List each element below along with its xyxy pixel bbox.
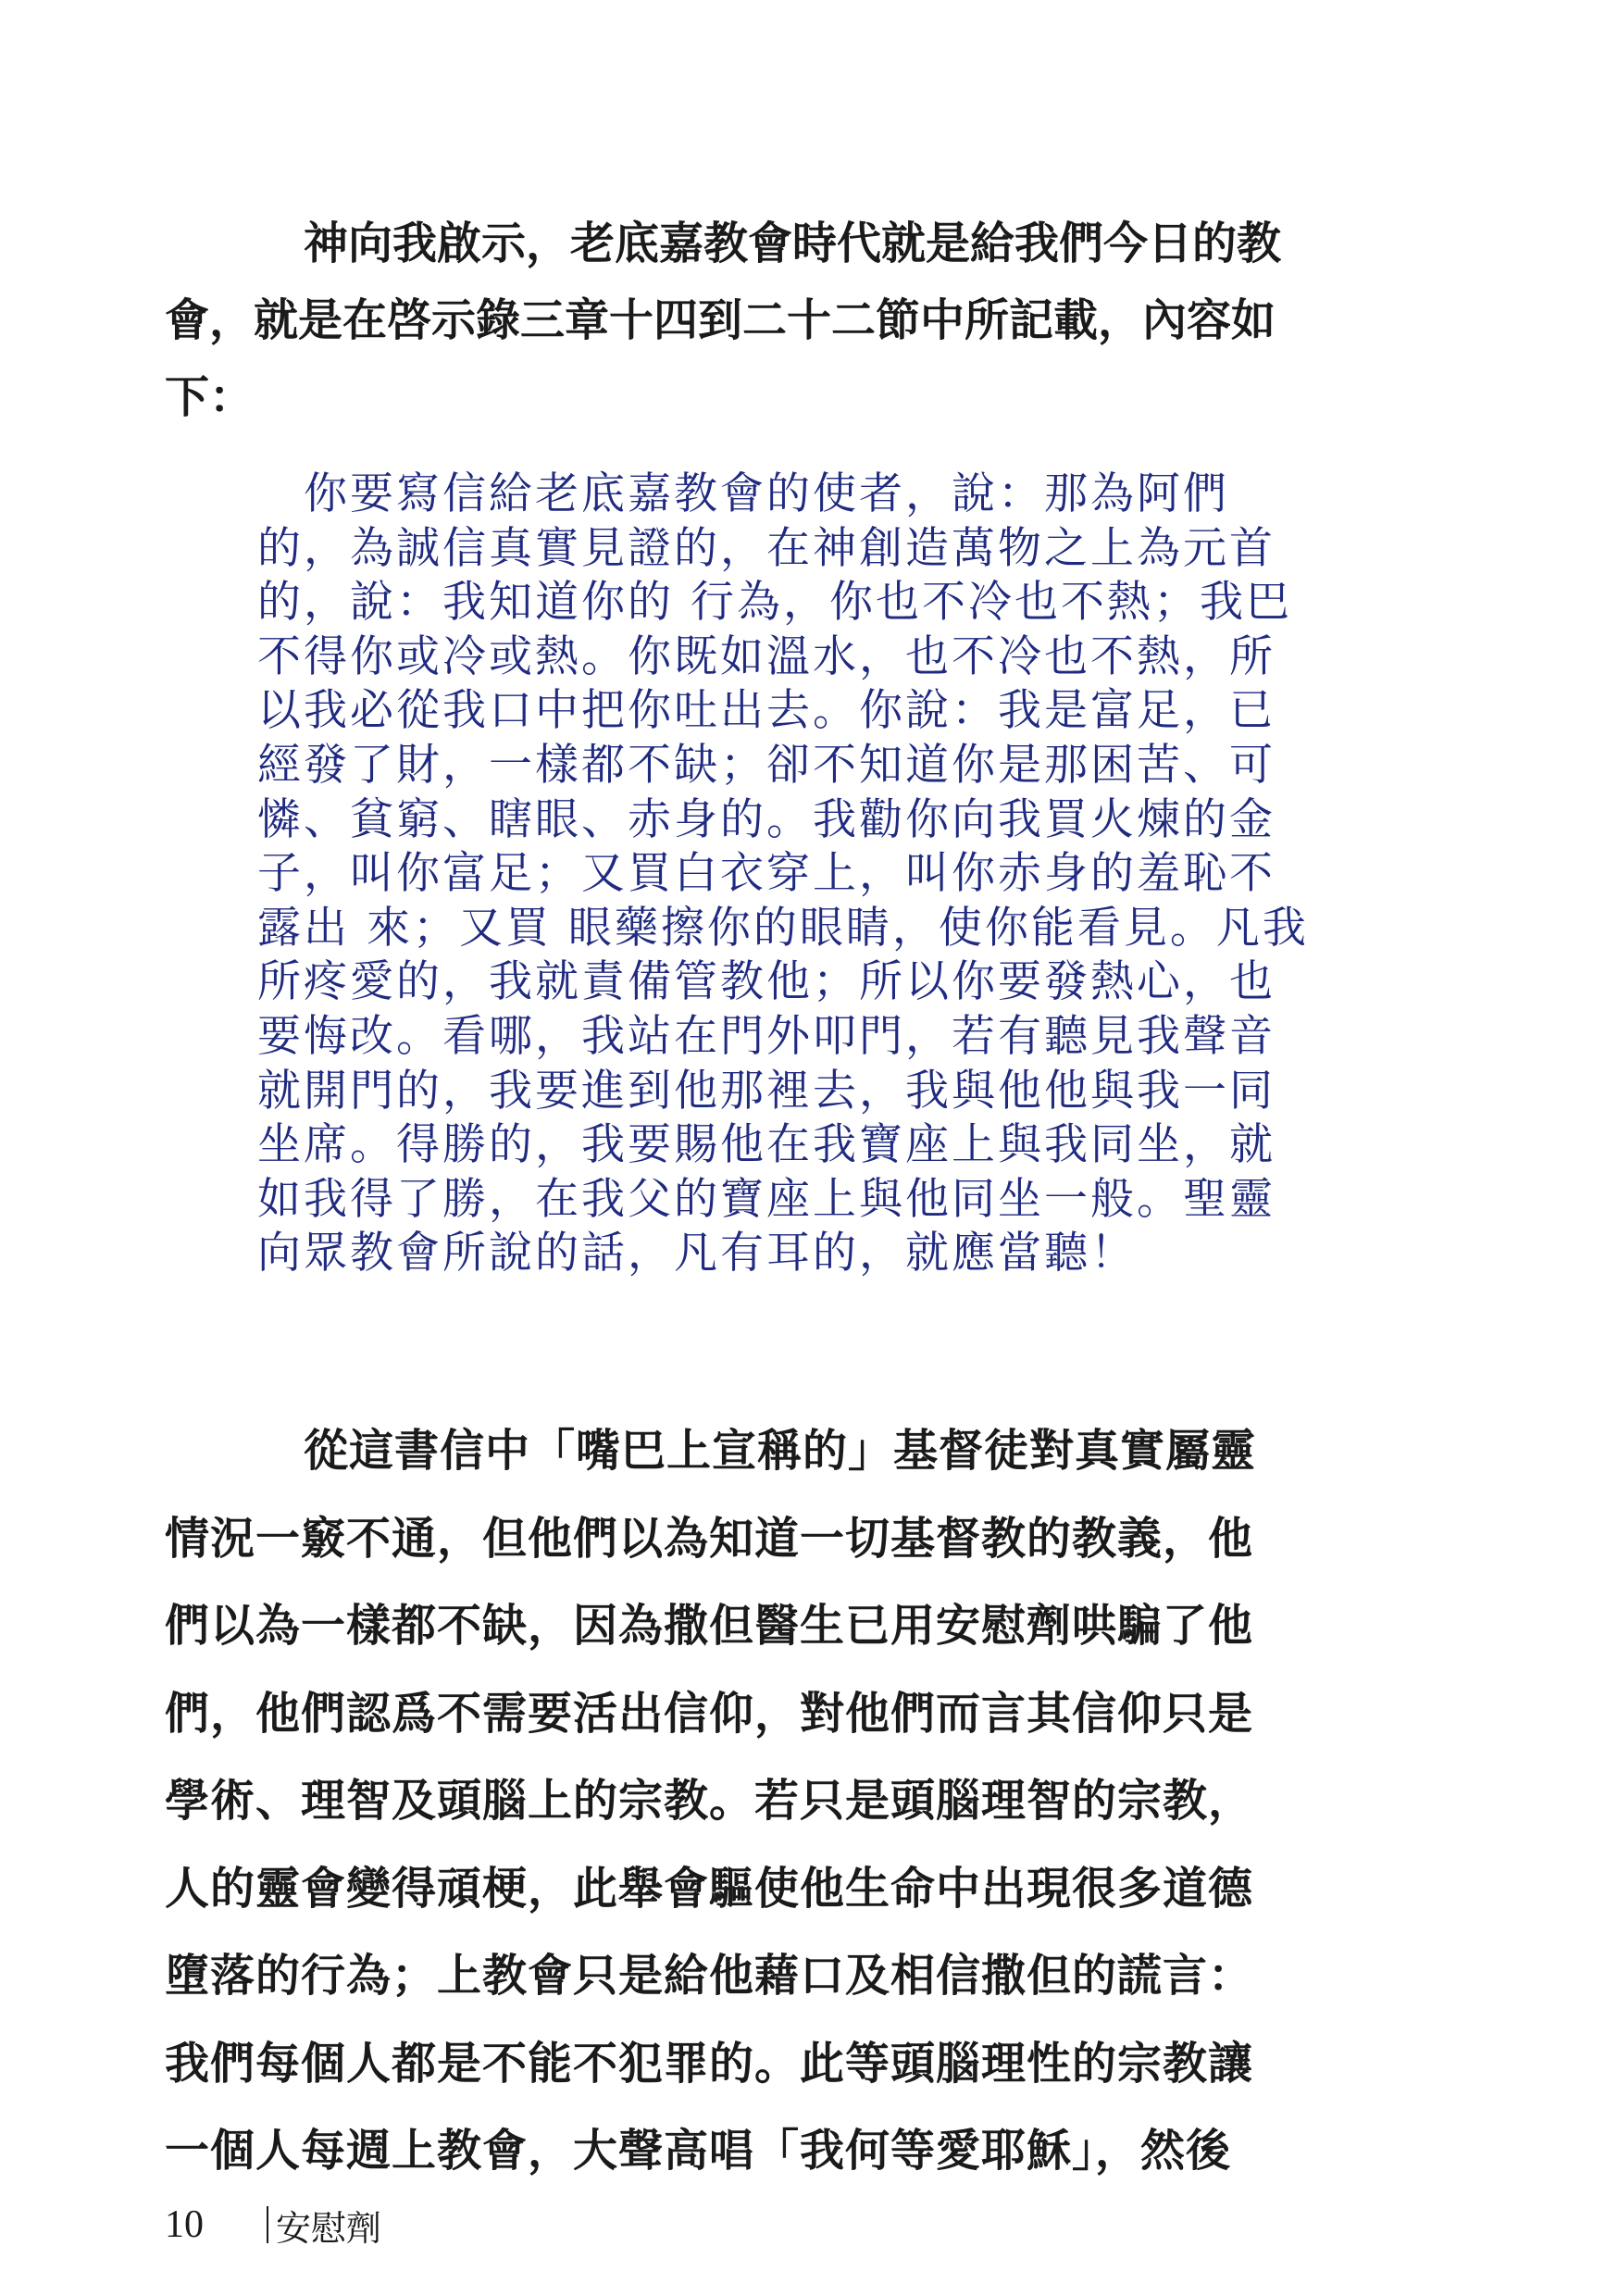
page-number: 10 bbox=[165, 2203, 204, 2246]
body-line: 我們每個人都是不能不犯罪的。此等頭腦理性的宗教讓 bbox=[165, 2037, 1254, 2090]
body-line: 們以為一樣都不缺，因為撒但醫生已用安慰劑哄騙了他 bbox=[165, 1600, 1254, 1652]
scripture-quotation bbox=[257, 468, 1309, 1281]
intro-line: 下： bbox=[165, 371, 255, 423]
body-line: 學術、理智及頭腦上的宗教。若只是頭腦理智的宗教， bbox=[165, 1775, 1254, 1827]
body-line: 一個人每週上教會，大聲高唱「我何等愛耶穌」，然後 bbox=[165, 2125, 1232, 2177]
intro-line: 神向我啟示，老底嘉教會時代就是給我們今日的教 bbox=[304, 218, 1282, 269]
scripture-line: 的，為誠信真實見證的，在神創造萬物之上為元首 bbox=[257, 522, 1276, 574]
body-line: 墮落的行為；上教會只是給他藉口及相信撒但的謊言： bbox=[165, 1950, 1254, 2002]
scripture-line: 要悔改。看哪，我站在門外叩門，若有聽見我聲音 bbox=[257, 1010, 1276, 1062]
scripture-line: 露出 來；又買 眼藥擦你的眼睛，使你能看見。凡我 bbox=[257, 902, 1309, 954]
scripture-line: 以我必從我口中把你吐出去。你說：我是富足，已 bbox=[257, 685, 1276, 737]
footer-divider bbox=[267, 2206, 268, 2243]
body-paragraph bbox=[165, 1407, 1256, 2195]
intro-line: 會，就是在啓示錄三章十四到二十二節中所記載，內容如 bbox=[165, 294, 1276, 346]
intro-paragraph bbox=[165, 206, 1281, 436]
scripture-line: 坐席。得勝的，我要賜他在我寶座上與我同坐，就 bbox=[257, 1119, 1276, 1171]
scripture-line: 經發了財，一樣都不缺；卻不知道你是那困苦、可 bbox=[257, 739, 1276, 791]
scripture-line: 不得你或冷或熱。你既如溫水，也不冷也不熱，所 bbox=[257, 630, 1276, 682]
body-line: 從這書信中「嘴巴上宣稱的」基督徒對真實屬靈 bbox=[304, 1425, 1257, 1477]
scripture-line: 你要寫信給老底嘉教會的使者，說：那為阿們 bbox=[304, 468, 1229, 519]
body-line: 們，他們認爲不需要活出信仰，對他們而言其信仰只是 bbox=[165, 1687, 1254, 1740]
running-title: 安慰劑 bbox=[276, 2207, 382, 2249]
scripture-line: 如我得了勝，在我父的寶座上與他同坐一般。聖靈 bbox=[257, 1173, 1276, 1225]
scripture-line: 向眾教會所說的話，凡有耳的，就應當聽！ bbox=[257, 1228, 1137, 1279]
page-footer bbox=[165, 2202, 381, 2248]
scripture-line: 的，說：我知道你的 行為，你也不冷也不熱；我巴 bbox=[257, 577, 1292, 629]
scripture-line: 就開門的，我要進到他那裡去，我與他他與我一同 bbox=[257, 1065, 1276, 1117]
scripture-line: 子，叫你富足；又買白衣穿上，叫你赤身的羞恥不 bbox=[257, 848, 1276, 900]
body-line: 人的靈會變得頑梗，此舉會驅使他生命中出現很多道德 bbox=[165, 1862, 1254, 1915]
scripture-line: 所疼愛的，我就責備管教他；所以你要發熱心，也 bbox=[257, 956, 1276, 1008]
scripture-line: 憐、貧窮、瞎眼、赤身的。我勸你向我買火煉的金 bbox=[257, 793, 1276, 845]
body-line: 情況一竅不通，但他們以為知道一切基督教的教義，他 bbox=[165, 1512, 1254, 1565]
